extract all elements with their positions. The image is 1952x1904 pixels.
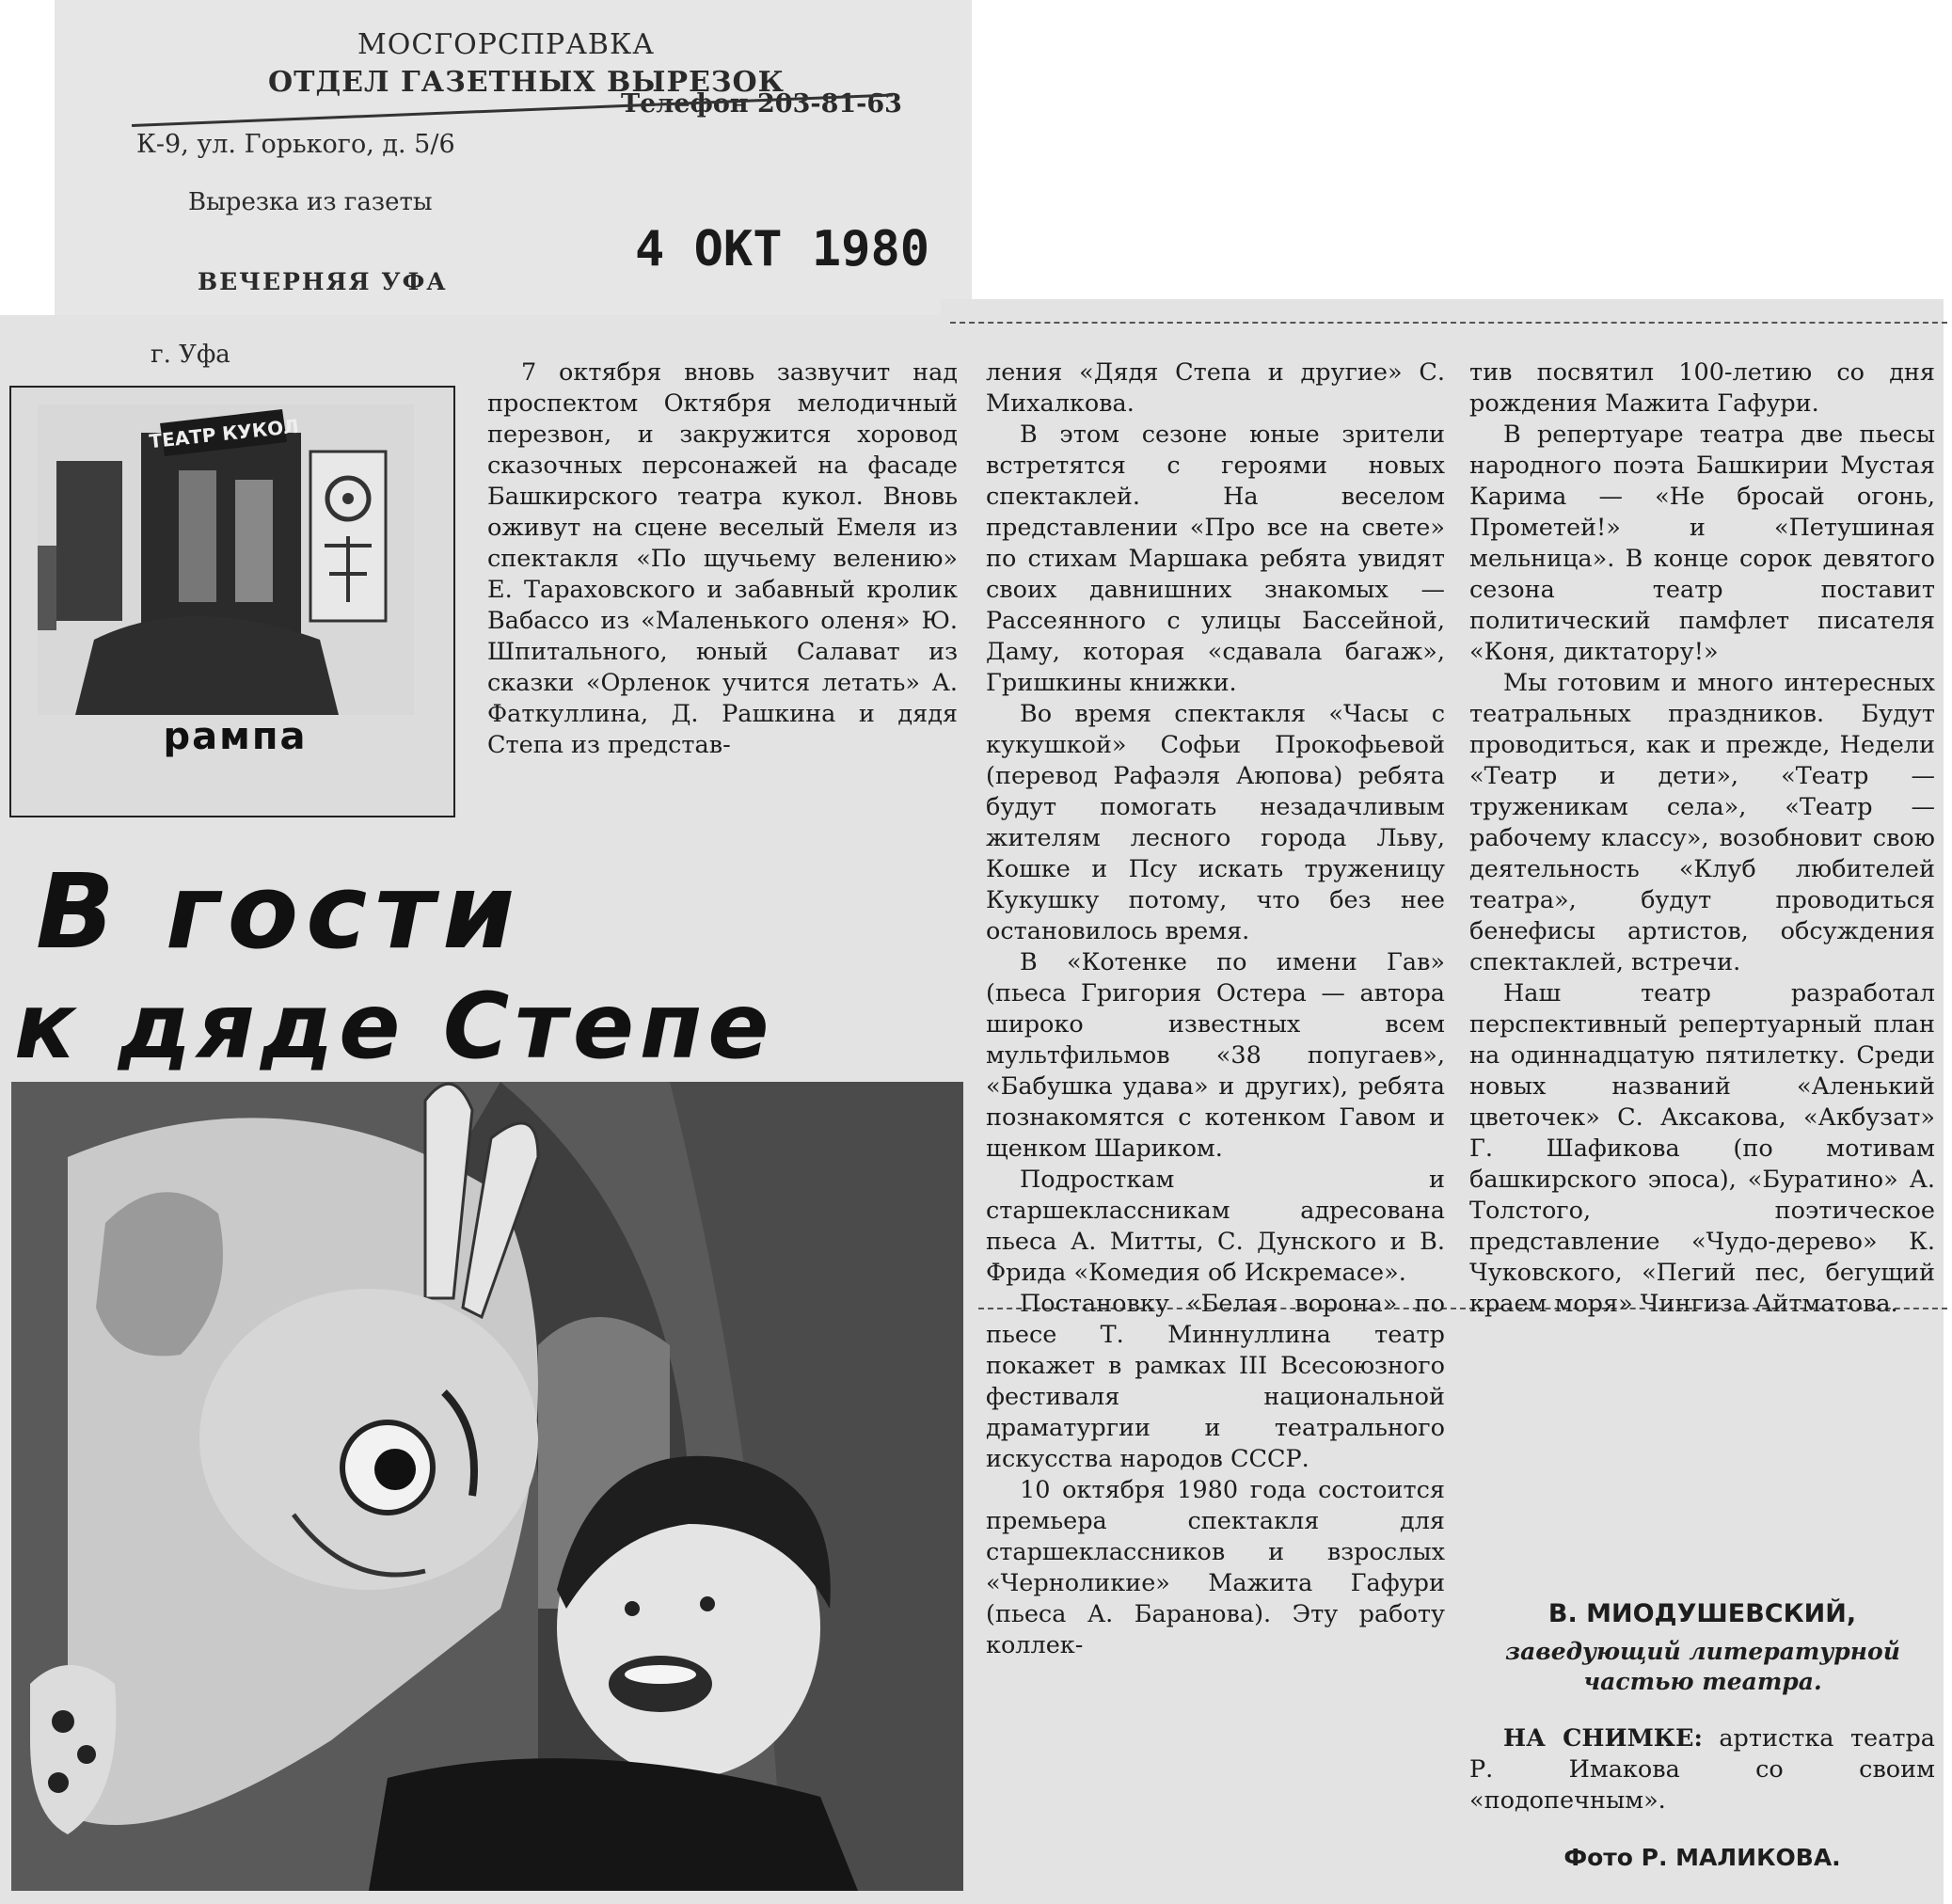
stamp-phone: Телефон 203-81-63 bbox=[621, 89, 902, 119]
article-paragraph: 7 октября вновь зазвучит над проспектом Октября мелодичный перезвон, и закружится хоровод сказочных персонажей на фасаде Башкирского театра кукол. Вновь оживут на сцене веселый Емеля из спектакля «По щучьему велению» Е. Тараховского и забавный кролик Вабассо из «Маленького оленя» Ю. Шпитального, юный Салават из сказки «Орленок учится летать» А. Фаткуллина, Д. Рашкина и дядя Степа из представ- bbox=[487, 358, 958, 759]
photo-caption-text: артистка театра Р. Имакова со своим «подопечным». bbox=[1469, 1724, 1935, 1815]
article-paragraph: В репертуаре театра две пьесы народного поэта Башкирии Мустая Карима — «Не бросай огонь, Прометей!» и «Петушиная мельница». В конце сорок девятого сезона театр поставит политический памфлет писателя «Коня, диктатору!» bbox=[1469, 420, 1935, 666]
stamp-newspaper: ВЕЧЕРНЯЯ УФА bbox=[198, 268, 448, 295]
photo-credit: Фото Р. МАЛИКОВА. bbox=[1563, 1844, 1841, 1871]
article-paragraph: Наш театр разработал перспективный репертуарный план на одиннадцатую пятилетку. Среди новых названий «Аленький цветочек» С. Аксакова, «Акбузат» Г. Шафикова (по мотивам башкирского эпоса), «Буратино» А. Толстого, поэтическое представление «Чудо-дерево» К. Чуковского, «Пегий пес, бегущий краем моря» Чингиза Айтматова. bbox=[1469, 979, 1935, 1318]
article-paragraph: Постановку «Белая ворона» по пьесе Т. Миннуллина театр покажет в рамках III Всесоюзного фестиваля национальной драматургии и театрального искусства народов СССР. bbox=[986, 1290, 1445, 1473]
author-position: заведующий литературной частью театра. bbox=[1505, 1638, 1900, 1695]
article-paragraph: Мы готовим и много интересных театральных праздников. Будут проводиться, как и прежде, Недели «Театр и дети», «Театр — труженикам села», «Театр — рабочему классу», возобновит свою деятельность «Клуб любителей театра», будут проводиться бенефисы артистов, обсуждения спектаклей, встречи. bbox=[1469, 669, 1935, 976]
photo-caption-lead: НА СНИМКЕ: bbox=[1503, 1724, 1703, 1753]
headline-line1: В гости bbox=[36, 851, 523, 972]
cut-line bbox=[950, 322, 1947, 324]
photo-caption bbox=[1469, 1723, 1935, 1817]
rubric-label: рампа bbox=[163, 715, 308, 758]
author-name: В. МИОДУШЕВСКИЙ, bbox=[1547, 1599, 1857, 1628]
stamp-date: 4 ОКТ 1980 bbox=[635, 221, 930, 278]
stamp-city: г. Уфа bbox=[151, 341, 230, 369]
stamp-agency: МОСГОРСПРАВКА bbox=[357, 28, 655, 61]
article-paragraph: 10 октября 1980 года состоится премьера спектакля для старшеклассников и взрослых «Черноликие» Мажита Гафури (пьеса А. Баранова). Эту работу коллек- bbox=[986, 1476, 1445, 1659]
article-paragraph: В этом сезоне юные зрители встретятся с героями новых спектаклей. На веселом представлении «Про все на свете» по стихам Маршака ребята увидят своих давнишних знакомых — Рассеянного с улицы Бассейной, Даму, которая «сдавала багаж», Гришкины книжки. bbox=[986, 420, 1445, 697]
article-paragraph: тив посвятил 100-летию со дня рождения Мажита Гафури. bbox=[1469, 358, 1935, 418]
facade-sign-text: ТЕАТР КУКОЛ bbox=[148, 414, 300, 453]
article-paragraph: Во время спектакля «Часы с кукушкой» Софьи Прокофьевой (перевод Рафаэля Аюпова) ребята будут помогать незадачливым жителям лесного города Льву, Кошке и Псу искать труженицу Кукушку потому, что без нее остановилось время. bbox=[986, 700, 1445, 945]
article-column-1 bbox=[487, 357, 958, 761]
article-column-3 bbox=[1469, 357, 1935, 1320]
puppet-theatre-facade-image bbox=[38, 405, 414, 715]
photo-actress-with-puppet bbox=[11, 1082, 963, 1891]
stamp-address: К-9, ул. Горького, д. 5/6 bbox=[136, 130, 455, 159]
article-column-2 bbox=[986, 357, 1445, 1661]
headline-line2: к дяде Степе bbox=[14, 974, 775, 1079]
article-paragraph: В «Котенке по имени Гав» (пьеса Григория Остера — автора широко известных всем мультфильмов «38 попугаев», «Бабушка удава» и других), ребята познакомятся с котенком Гавом и щенком Шариком. bbox=[986, 948, 1445, 1163]
stamp-department: ОТДЕЛ ГАЗЕТНЫХ ВЫРЕЗОК bbox=[268, 66, 785, 99]
article-paragraph: ления «Дядя Степа и другие» С. Михалкова. bbox=[986, 358, 1445, 418]
stamp-clipping-from: Вырезка из газеты bbox=[188, 188, 433, 216]
article-paragraph: Подросткам и старшеклассникам адресована пьеса А. Митты, С. Дунского и В. Фрида «Комедия об Искремасе». bbox=[986, 1166, 1445, 1287]
